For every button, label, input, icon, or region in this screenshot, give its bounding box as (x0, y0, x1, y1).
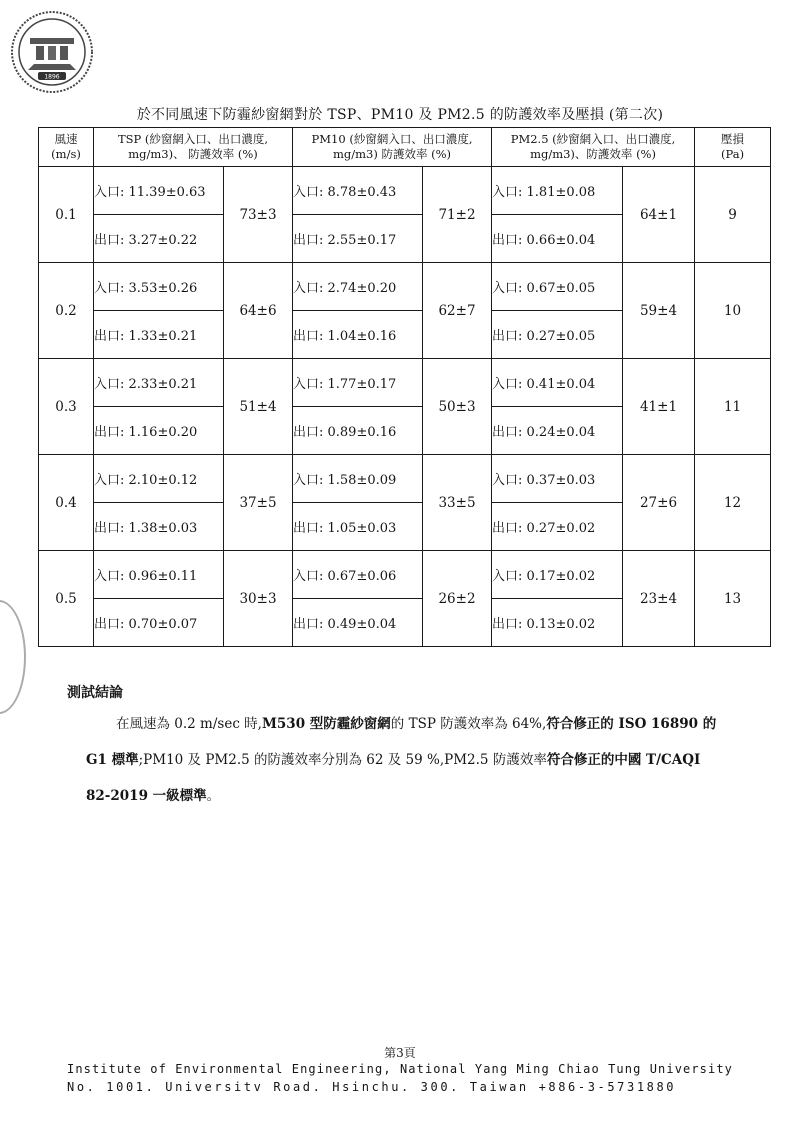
pm25-efficiency-cell: 64±1 (623, 167, 695, 263)
pm25-inlet-cell: 入口: 0.41±0.04 (492, 359, 623, 407)
table-row (39, 167, 771, 215)
wind-speed-cell: 0.5 (39, 551, 94, 647)
wind-speed-cell: 0.3 (39, 359, 94, 455)
table-row (39, 455, 771, 503)
tsp-outlet-cell: 出口: 3.27±0.22 (94, 215, 224, 263)
pressure-loss-cell: 12 (695, 455, 771, 551)
table-row (39, 551, 771, 599)
pm10-efficiency-cell: 26±2 (423, 551, 492, 647)
header-pressure-loss: 壓損 (Pa) (695, 128, 771, 167)
footer-address: No. 1001. Universitv Road. Hsinchu. 300. Taiwan +886-3-5731880 (67, 1080, 677, 1094)
pressure-loss-cell: 11 (695, 359, 771, 455)
pm10-inlet-cell: 入口: 0.67±0.06 (293, 551, 423, 599)
pm25-inlet-cell: 入口: 0.67±0.05 (492, 263, 623, 311)
pm25-inlet-cell: 入口: 1.81±0.08 (492, 167, 623, 215)
results-table (38, 127, 771, 647)
pm10-inlet-cell: 入口: 1.77±0.17 (293, 359, 423, 407)
wind-speed-cell: 0.4 (39, 455, 94, 551)
header-wind-speed: 風速 (m/s) (39, 128, 94, 167)
wind-speed-cell: 0.2 (39, 263, 94, 359)
page-number: 第3頁 (384, 1046, 416, 1060)
tsp-outlet-cell: 出口: 1.33±0.21 (94, 311, 224, 359)
wind-speed-cell: 0.1 (39, 167, 94, 263)
pm10-outlet-cell: 出口: 0.89±0.16 (293, 407, 423, 455)
footer-institute: Institute of Environmental Engineering, National Yang Ming Chiao Tung University (67, 1062, 733, 1076)
pm25-outlet-cell: 出口: 0.27±0.02 (492, 503, 623, 551)
conclusion-heading: 測試結論 (67, 685, 123, 701)
tsp-inlet-cell: 入口: 3.53±0.26 (94, 263, 224, 311)
pm10-outlet-cell: 出口: 1.04±0.16 (293, 311, 423, 359)
university-seal-icon (10, 10, 94, 94)
pm10-efficiency-cell: 33±5 (423, 455, 492, 551)
pm10-inlet-cell: 入口: 2.74±0.20 (293, 263, 423, 311)
pm10-outlet-cell: 出口: 0.49±0.04 (293, 599, 423, 647)
pressure-loss-cell: 10 (695, 263, 771, 359)
pm25-inlet-cell: 入口: 0.17±0.02 (492, 551, 623, 599)
side-stamp-mark (0, 600, 26, 714)
table-row (39, 263, 771, 311)
tsp-efficiency-cell: 37±5 (224, 455, 293, 551)
tsp-efficiency-cell: 30±3 (224, 551, 293, 647)
pm25-outlet-cell: 出口: 0.24±0.04 (492, 407, 623, 455)
pm10-efficiency-cell: 71±2 (423, 167, 492, 263)
pm25-outlet-cell: 出口: 0.27±0.05 (492, 311, 623, 359)
tsp-efficiency-cell: 64±6 (224, 263, 293, 359)
pm25-efficiency-cell: 41±1 (623, 359, 695, 455)
pm10-inlet-cell: 入口: 8.78±0.43 (293, 167, 423, 215)
tsp-outlet-cell: 出口: 1.16±0.20 (94, 407, 224, 455)
table-title: 於不同風速下防霾紗窗網對於 TSP、PM10 及 PM2.5 的防護效率及壓損 (第二次) (136, 107, 664, 123)
pm25-efficiency-cell: 23±4 (623, 551, 695, 647)
pm10-inlet-cell: 入口: 1.58±0.09 (293, 455, 423, 503)
pressure-loss-cell: 9 (695, 167, 771, 263)
pm25-outlet-cell: 出口: 0.13±0.02 (492, 599, 623, 647)
pressure-loss-cell: 13 (695, 551, 771, 647)
tsp-efficiency-cell: 73±3 (224, 167, 293, 263)
table-header-row (39, 128, 771, 167)
tsp-outlet-cell: 出口: 0.70±0.07 (94, 599, 224, 647)
seal-year: 1896 (44, 73, 60, 81)
pm10-efficiency-cell: 62±7 (423, 263, 492, 359)
conclusion-paragraph: 在風速為 0.2 m/sec 時,M530 型防霾紗窗網的 TSP 防護效率為 64%,符合修正的 ISO 16890 的 G1 標準;PM10 及 PM2.5 的防護效率分別為 62 及 59 %,PM2.5 防護效率符合修正的中國 T/CAQI 82-2019 一級標準。 (86, 716, 717, 804)
header-pm10: PM10 (紗窗網入口、出口濃度, mg/m3) 防護效率 (%) (293, 128, 492, 167)
pm10-outlet-cell: 出口: 2.55±0.17 (293, 215, 423, 263)
pm10-outlet-cell: 出口: 1.05±0.03 (293, 503, 423, 551)
tsp-inlet-cell: 入口: 11.39±0.63 (94, 167, 224, 215)
table-row (39, 359, 771, 407)
tsp-efficiency-cell: 51±4 (224, 359, 293, 455)
tsp-inlet-cell: 入口: 0.96±0.11 (94, 551, 224, 599)
pm10-efficiency-cell: 50±3 (423, 359, 492, 455)
tsp-inlet-cell: 入口: 2.33±0.21 (94, 359, 224, 407)
pm25-inlet-cell: 入口: 0.37±0.03 (492, 455, 623, 503)
tsp-outlet-cell: 出口: 1.38±0.03 (94, 503, 224, 551)
pm25-outlet-cell: 出口: 0.66±0.04 (492, 215, 623, 263)
pm25-efficiency-cell: 59±4 (623, 263, 695, 359)
header-tsp: TSP (紗窗網入口、出口濃度, mg/m3)、 防護效率 (%) (94, 128, 293, 167)
tsp-inlet-cell: 入口: 2.10±0.12 (94, 455, 224, 503)
pm25-efficiency-cell: 27±6 (623, 455, 695, 551)
header-pm25: PM2.5 (紗窗網入口、出口濃度, mg/m3)、防護效率 (%) (492, 128, 695, 167)
